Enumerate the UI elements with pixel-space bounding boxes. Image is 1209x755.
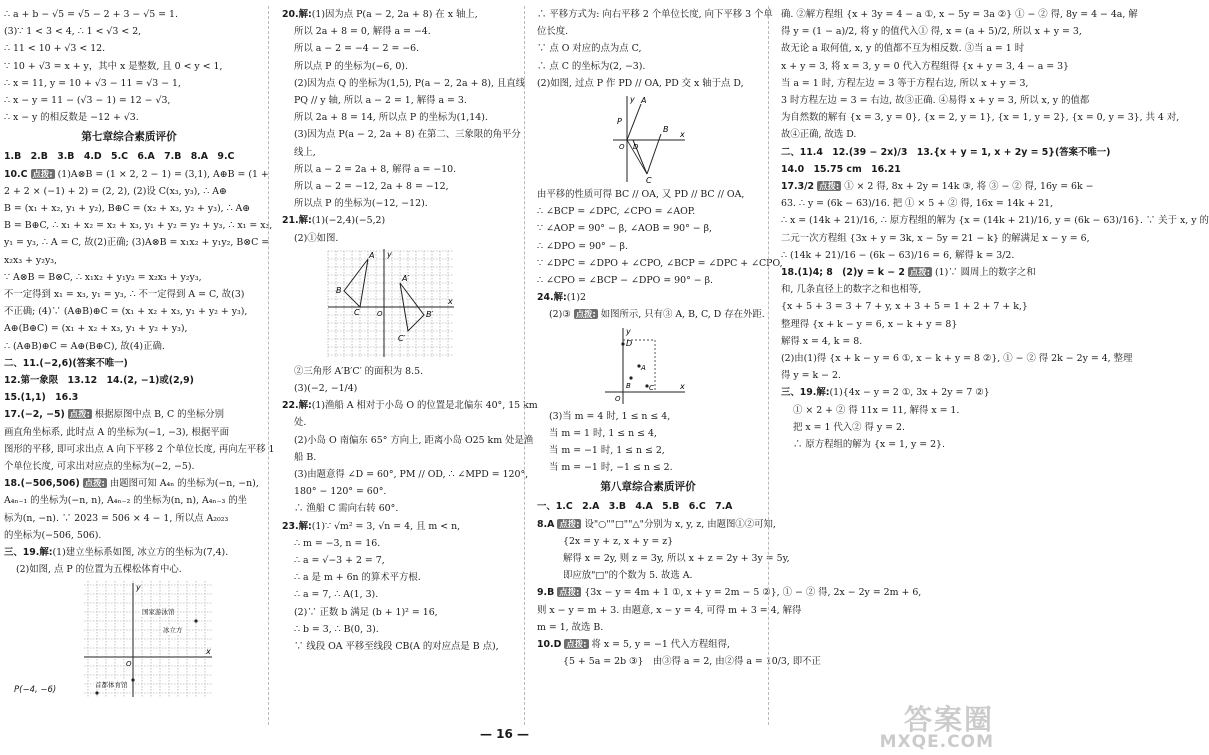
q22-lines — [282, 414, 534, 517]
q22-line: 船 B. — [294, 451, 317, 463]
answers-row-1: 1.B 2.B 3.B 4.D 5.C 6.A 7.B 8.A 9.C — [4, 151, 235, 163]
q24-line: 当 m = −1 时, −1 ≤ n ≤ 2. — [549, 462, 673, 474]
q17-line: ∴ (14k + 21)/16 − (6k − 63)/16 = 6, 解得 k = 3/2. — [781, 249, 1015, 261]
q17-lines — [4, 424, 275, 476]
translation-lines — [537, 6, 773, 92]
point-b — [629, 376, 632, 379]
q23-lines — [282, 535, 514, 655]
column-1 — [4, 6, 275, 729]
q19-line: ① × 2 + ② 得 11x = 11, 解得 x = 1. — [793, 404, 960, 416]
q19-first-line: (1)建立坐标系如图, 冰立方的坐标为(7,4). — [52, 547, 229, 559]
label-d: D — [633, 143, 639, 152]
q19-lines — [781, 402, 995, 454]
label-c: C — [354, 307, 360, 317]
divider-3 — [768, 6, 769, 725]
p-point-label: P(−4, −6) — [14, 684, 57, 695]
angle-proof-line: ∴ ∠BCP = ∠DPC, ∠CPO = ∠AOP. — [537, 206, 696, 218]
answers-row-3: 14.0 15.75 cm 16.21 — [781, 163, 901, 175]
q10-continued-line: 为自然数的解有 {x = 3, y = 0}, {x = 2, y = 1}, {x = 1, y = 2}, {x = 0, y = 3}, 共 4 对, — [781, 112, 1180, 124]
q9-number: 9.B — [537, 587, 555, 599]
answers-row-3: 12.第一象限 13.12 14.(2, −1)或(2,9) — [4, 375, 194, 387]
q20-line: 线上, — [294, 146, 316, 158]
q19-line: ∴ 原方程组的解为 {x = 1, y = 2}. — [793, 439, 945, 451]
q20-line: 所以点 P 的坐标为(−12, −12). — [294, 198, 428, 210]
label-c: C — [646, 176, 652, 186]
q18-line: 和, 几条直径上的数字之和也相等, — [781, 284, 922, 296]
q10-line: 2 + 2 × (−1) + 2) = (2, 2), (2)设 C(x₃, y₃), ∴ A⊕ — [4, 185, 227, 197]
label-a: A — [641, 96, 647, 106]
angle-proof-line: ∵ ∠DPC = ∠DPO + ∠CPO, ∠BCP = ∠DPC + ∠CPO, — [537, 257, 783, 269]
q23-line: ∴ m = −3, n = 16. — [294, 537, 381, 549]
q10-number: 10.C — [4, 168, 28, 180]
q24-lines — [537, 408, 759, 477]
label-b-prime: B′ — [426, 309, 434, 319]
q10-line: ∵ A⊗B = B⊗C, ∴ x₁x₂ + y₁y₂ = x₂x₃ + y₂y₃, — [4, 271, 202, 283]
q17-line: ∴ x = (14k + 21)/16, ∴ 原方程组的解为 {x = (14k + 21)/16, y = (6k − 63)/16}. ∵ 关于 x, y 的 — [781, 215, 1209, 227]
q24-line: (3)当 m = 4 时, 1 ≤ n ≤ 4, — [549, 410, 671, 422]
q23-line: ∴ a 是 m + 6n 的算术平方根. — [294, 572, 421, 584]
q21-third-line: ②三角形 A′B′C′ 的面积为 8.5. — [294, 365, 424, 377]
segment-oa — [627, 104, 641, 140]
translation-line: (2)如图, 过点 P 作 PD // OA, PD 交 x 轴于点 D, — [537, 77, 744, 89]
q10-continued-line: 3 时方程左边 = 3 = 右边, 故③正确. ④易得 x + y = 3, 所以 x, y 的值都 — [781, 95, 1090, 107]
angle-proof-line: 由平移的性质可得 BC // OA, 又 PD // BC // OA, — [537, 189, 745, 201]
q17-line: 二元一次方程组 {3x + y = 3k, x − 5y = 21 − k} 的解满足 x − y = 6, — [781, 232, 1090, 244]
q8-line: {2x = y + z, x + y = z} — [563, 535, 674, 547]
q18-line: 标为(n, −n). ∵ 2023 = 506 × 4 − 1, 所以点 A₂₀₂₃ — [4, 512, 229, 524]
q17-line: 画直角坐标系, 此时点 A 的坐标为(−1, −3), 根据平面 — [4, 426, 229, 438]
axis-x-label: x — [680, 130, 685, 140]
q17-first-line: ① × 2 得, 8x + 2y = 14k ③, 将 ③ − ② 得, 16y = 6k − — [844, 181, 1094, 193]
text-line: ∴ x = 11, y = 10 + √3 − 11 = √3 − 1, — [4, 77, 181, 89]
q9-line: 则 x − y = m + 3. 由题意, x − y = 4, 可得 m + 3 = 4, 解得 — [537, 604, 802, 616]
q8-number: 8.A — [537, 518, 555, 530]
text-line: ∵ 10 + √3 = x + y，其中 x 是整数, 且 0 < y < 1, — [4, 60, 223, 72]
q10-line: B = B⊕C, ∴ x₁ + x₂ = x₂ + x₃, y₁ + y₂ = y₂ + y₃, ∴ x₁ = x₃, — [4, 220, 273, 232]
intro-lines — [4, 6, 254, 126]
q9-tip: 点拨: — [559, 587, 580, 598]
q22-line: ∴ 渔船 C 需向右转 60°. — [294, 503, 399, 515]
answers-row-1: 一、1.C 2.A 3.B 4.A 5.B 6.C 7.A — [537, 501, 733, 513]
translation-line: 位长度. — [537, 26, 569, 38]
q18-first-line: 由题图可知 A₄ₙ 的坐标为(−n, −n), — [109, 478, 259, 490]
q10-line: {5 + 5a = 2b ③} 由③得 a = 2, 由②得 a = 10/3, 即不正 — [563, 656, 821, 668]
q22-number: 22.解: — [282, 400, 312, 412]
q20-line: (2)因为点 Q 的坐标为(1,5), P(a − 2, 2a + 8), 且直线 — [294, 77, 526, 89]
q10-line: y₁ = y₃, ∴ A = C, 故(2)正确; (3)A⊗B = x₁x₂ + y₁y₂, B⊗C = — [4, 237, 270, 249]
q19-first-line: (1){4x − y = 2 ①, 3x + 2y = 7 ②} — [829, 387, 990, 399]
q20-line: (3)因为点 P(a − 2, 2a + 8) 在第二、三象限的角平分 — [294, 129, 521, 141]
q8-line: 解得 x = 2y, 则 z = 3y, 所以 x + z = 2y + 3y = 5y, — [563, 553, 790, 565]
parallel-lines-svg — [611, 94, 687, 184]
angle-proof-line: ∴ ∠DPO = 90° − β. — [537, 240, 628, 252]
triangle-figure — [326, 249, 456, 361]
q20-line: 所以 a − 2 = −4 − 2 = −6. — [294, 43, 420, 55]
axis-x-label: x — [680, 381, 685, 391]
q10-tip: 点拨: — [566, 639, 587, 650]
q9-lines — [537, 602, 802, 636]
q24-line: 当 m = −1 时, 1 ≤ n ≤ 2, — [549, 445, 665, 457]
origin-label: O — [615, 394, 621, 403]
watermark-url: MXQE.COM — [879, 732, 994, 752]
q10-line: B = (x₁ + x₂, y₁ + y₂), B⊕C = (x₂ + x₃, y₂ + y₃), ∴ A⊕ — [4, 203, 251, 215]
chapter7-title: 第七章综合素质评价 — [81, 131, 177, 144]
q18-number: 18.(1)4; 8 (2)y = k − 2 — [781, 267, 905, 279]
q23-line: ∴ b = 3, ∴ B(0, 3). — [294, 623, 379, 635]
ice-cube-label: 冰立方 — [163, 625, 183, 634]
label-b: B — [336, 285, 342, 295]
q22-first-line: (1)渔船 A 相对于小岛 O 的位置是北偏东 40°, 15 km — [311, 400, 538, 412]
q18-lines — [781, 281, 1133, 384]
origin-label: O — [126, 659, 132, 668]
label-a-prime: A′ — [402, 273, 410, 283]
q18-line: 解得 x = 4, k = 8. — [781, 335, 863, 347]
q21-number: 21.解: — [282, 215, 312, 227]
q24-number: 24.解: — [537, 292, 567, 304]
water-cube-label: 国家游泳馆 — [142, 607, 175, 616]
q17-tip: 点拨: — [819, 181, 840, 192]
q19-second-line: (2)如图, 点 P 的位置为五棵松体育中心. — [16, 564, 182, 576]
q17-lines — [781, 195, 1209, 264]
q24-second-head: (2)③ — [549, 309, 571, 321]
label-c-prime: C′ — [398, 333, 406, 343]
q24-second-rest: 如图所示, 只有③ A, B, C, D 存在外距. — [600, 309, 765, 321]
label-a: A — [641, 363, 646, 372]
q17-number: 17.(−2, −5) — [4, 409, 65, 421]
map-grid-svg — [84, 581, 214, 701]
q10-continued-lines — [781, 6, 1180, 144]
axis-y-label: y — [630, 95, 635, 105]
q18-tip: 点拨: — [84, 478, 105, 489]
translation-line: ∴ 平移方式为: 向右平移 2 个单位长度, 向下平移 3 个单 — [537, 9, 773, 20]
q20-number: 20.解: — [282, 9, 312, 20]
q20-line: 所以 2a + 8 = 0, 解得 a = −4. — [294, 26, 431, 38]
q20-line: 所以 a − 2 = −12, 2a + 8 = −12, — [294, 181, 449, 193]
axis-y-label: y — [387, 249, 392, 259]
q20-first-line: (1)因为点 P(a − 2, 2a + 8) 在 x 轴上, — [311, 9, 478, 20]
axis-x-label: x — [206, 646, 211, 656]
q9-line: m = 1, 故选 B. — [537, 621, 604, 633]
q21-first-line: (1)(−2,4)(−5,2) — [311, 215, 386, 227]
point-d — [621, 342, 624, 345]
triangle-grid-svg — [326, 249, 456, 361]
q10-continued-line: 当 a = 1 时, 方程左边 = 3 等于方程右边, 所以 x + y = 3, — [781, 77, 1029, 89]
text-line: ∴ x − y 的相反数是 −12 + √3. — [4, 112, 139, 124]
translation-line: ∵ 点 O 对应的点为点 C, — [537, 43, 642, 55]
q17-number: 17.3/2 — [781, 181, 815, 193]
q20-line: 所以 2a + 8 = 14, 所以点 P 的坐标为(1,14). — [294, 112, 488, 124]
axis-y-label: y — [136, 582, 141, 592]
q10-tip: 点拨: — [32, 168, 53, 179]
outer-distance-svg — [603, 326, 687, 406]
q10-first-line: (1)A⊗B = (1 × 2, 2 − 1) = (3,1), A⊕B = (1 + — [57, 168, 269, 180]
q20-line: 所以点 P 的坐标为(−6, 0). — [294, 60, 408, 72]
q9-first-line: {3x − y = 4m + 1 ①, x + y = 2m − 5 ②}, ① − ② 得, 2x − 2y = 2m + 6, — [584, 587, 922, 599]
origin-label: O — [377, 309, 383, 318]
label-d: D — [626, 338, 633, 348]
q8-tip: 点拨: — [559, 518, 580, 529]
q10-line: 不一定得到 x₁ = x₃, y₁ = y₃, ∴ 不一定得到 A = C, 故(3) — [4, 289, 245, 301]
q23-line: (2)∵ 正数 b 满足 (b + 1)² = 16, — [294, 606, 438, 618]
q20-lines — [282, 23, 526, 212]
q18-line: {x + 5 + 3 = 3 + 7 + y, x + 3 + 5 = 1 + 2 + 7 + k,} — [781, 301, 1028, 313]
q18-line: (2)由(1)得 {x + k − y = 6 ①, x − k + y = 8 ②}, ① − ② 得 2k − 2y = 4, 整理 — [781, 353, 1133, 365]
text-line: ∴ 11 < 10 + √3 < 12. — [4, 43, 106, 55]
translation-line: ∴ 点 C 的坐标为(2, −3). — [537, 60, 646, 72]
chapter8-title: 第八章综合素质评价 — [600, 481, 696, 494]
answers-row-2: 二、11.(−2,6)(答案不唯一) — [4, 357, 128, 369]
origin-label: O — [619, 143, 625, 152]
q22-line: 180° − 120° = 60°. — [294, 486, 387, 498]
map-figure — [14, 581, 214, 701]
q10-continued-line: 故④正确, 故选 D. — [781, 129, 857, 141]
q10-continued-line: 得 y = (1 − a)/2, 将 y 的值代入① 得, x = (a + 5)/2, 所以 x + y = 3, — [781, 26, 1082, 38]
parallel-lines-figure — [611, 94, 687, 184]
q18-line: 整理得 {x + k − y = 6, x − k + y = 8} — [781, 318, 958, 330]
ice-cube-point — [194, 619, 197, 622]
q22-line: (3)由题意得 ∠D = 60°, PM // OD, ∴ ∠MPD = 120°, — [294, 469, 529, 481]
q24-line: 当 m = 1 时, 1 ≤ n ≤ 4, — [549, 427, 657, 439]
q19-number: 三、19.解: — [781, 387, 830, 399]
q10-lines — [4, 183, 273, 355]
q10-number: 10.D — [537, 639, 562, 651]
answers-row-4: 15.(1,1) 16.3 — [4, 392, 79, 404]
q17-line: 图形的平移, 即可求出点 A 向下平移 2 个单位长度, 再向左平移 1 — [4, 443, 275, 455]
q24-first-line: (1)2 — [566, 292, 586, 304]
watermark — [879, 703, 994, 752]
q8-line: 即应放"□"的个数为 5. 故选 A. — [563, 570, 693, 582]
q10-line: 不正确; (4)∵ (A⊕B)⊕C = (x₁ + x₂ + x₃, y₁ + y₂ + y₃), — [4, 306, 248, 318]
p-point — [95, 691, 98, 694]
q21-fourth-line: (3)(−2, −1/4) — [294, 383, 358, 395]
q18-number: 18.(−506,506) — [4, 478, 80, 490]
q23-first-line: (1)∵ √m² = 3, √n = 4, 且 m < n, — [311, 520, 461, 532]
text-line: (3)∵ 1 < 3 < 4, ∴ 1 < √3 < 2, — [4, 26, 142, 38]
q22-line: (2)小岛 O 南偏东 65° 方向上, 距离小岛 O25 km 处是渔 — [294, 434, 534, 446]
divider-1 — [268, 6, 269, 725]
label-b: B — [626, 381, 631, 390]
q20-line: PQ // y 轴, 所以 a − 2 = 1, 解得 a = 3. — [294, 95, 467, 107]
axis-y-label: y — [626, 326, 631, 336]
page-number: — 16 — — [480, 727, 530, 741]
answers-row-2: 二、11.4 12.(39 − 2x)/3 13.{x + y = 1, x + 2y = 5}(答案不唯一) — [781, 146, 1111, 158]
q18-tip: 点拨: — [909, 267, 930, 278]
q20-line: 所以 a − 2 = 2a + 8, 解得 a = −10. — [294, 163, 457, 175]
q10-lines — [537, 653, 821, 670]
column-2 — [282, 6, 538, 729]
q24-tip: 点拨: — [575, 309, 596, 320]
angle-proof-line: ∵ ∠AOP = 90° − β, ∠AOB = 90° − β, — [537, 223, 713, 235]
watermark-logo-text: 答案圈 — [903, 703, 994, 736]
axis-x-label: x — [448, 296, 453, 306]
q17-first-line: 根据原图中点 B, C 的坐标分别 — [94, 409, 224, 421]
q23-line: ∴ a = √−3 + 2 = 7, — [294, 555, 385, 567]
column-4 — [781, 6, 1209, 729]
q18-first-line: (1)∵ 圆周上的数字之和 — [934, 267, 1036, 279]
q19-number: 三、19.解: — [4, 547, 53, 559]
q10-continued-line: 故无论 a 取何值, x, y 的值都不互为相反数. ③当 a = 1 时 — [781, 43, 1025, 55]
q17-line: 63. ∴ y = (6k − 63)/16. 把 ① × 5 + ② 得, 16x = 14k + 21, — [781, 198, 1054, 210]
q18-line: A₄ₙ₋₁ 的坐标为(−n, n), A₄ₙ₋₂ 的坐标为(n, n), A₄ₙ₋₃ 的坐 — [4, 495, 248, 507]
q23-number: 23.解: — [282, 520, 312, 532]
q18-line: 的坐标为(−506, 506). — [4, 529, 102, 541]
q17-tip: 点拨: — [69, 409, 90, 420]
label-p: P — [617, 117, 622, 127]
text-line: ∴ a + b − √5 = √5 − 2 + 3 − √5 = 1. — [4, 9, 178, 20]
q17-line: 个单位长度, 可求出对应点的坐标为(−2, −5). — [4, 461, 195, 473]
q10-continued-line: 确. ②解方程组 {x + 3y = 4 − a ①, x − 5y = 3a ②} ① − ② 得, 8y = 4 − 4a, 解 — [781, 9, 1138, 20]
q8-lines — [537, 533, 790, 585]
q18-line: 得 y = k − 2. — [781, 370, 841, 382]
q23-line: ∵ 线段 OA 平移至线段 CB(A 的对应点是 B 点), — [294, 641, 499, 653]
label-a: A — [369, 250, 375, 260]
q21-second-line: (2)①如图. — [294, 232, 339, 244]
divider-2 — [524, 6, 525, 725]
q19-line: 把 x = 1 代入② 得 y = 2. — [793, 421, 905, 433]
q18-lines — [4, 492, 254, 544]
angle-proof-line: ∴ ∠CPO = ∠BCP − ∠DPO = 90° − β. — [537, 275, 714, 287]
q10-line: x₂x₃ + y₂y₃, — [4, 254, 57, 266]
label-b: B — [663, 125, 669, 135]
text-line: ∴ x − y = 11 − (√3 − 1) = 12 − √3, — [4, 95, 171, 107]
q10-continued-line: x + y = 3, 将 x = 3, y = 0 代入方程组得 {x + y = 3, 4 − a = 3} — [781, 60, 1070, 72]
capital-gym-label: 首都体育馆 — [95, 680, 128, 689]
outer-distance-figure — [603, 326, 687, 406]
q22-line: 处. — [294, 417, 307, 429]
angle-proof-lines — [537, 186, 783, 289]
q10-line: A⊕(B⊕C) = (x₁ + x₂ + x₃, y₁ + y₂ + y₃), — [4, 323, 188, 335]
q8-first-line: 设"○""□""△"分别为 x, y, z, 由题图①②可知, — [584, 518, 776, 530]
q10-line: ∴ (A⊕B)⊕C = A⊕(B⊕C), 故(4)正确. — [4, 340, 165, 352]
q23-line: ∴ a = 7, ∴ A(1, 3). — [294, 589, 379, 601]
q10-first-line: 将 x = 5, y = −1 代入方程组得, — [591, 639, 731, 651]
label-c: C — [649, 383, 654, 392]
capital-gym-point — [131, 678, 134, 681]
